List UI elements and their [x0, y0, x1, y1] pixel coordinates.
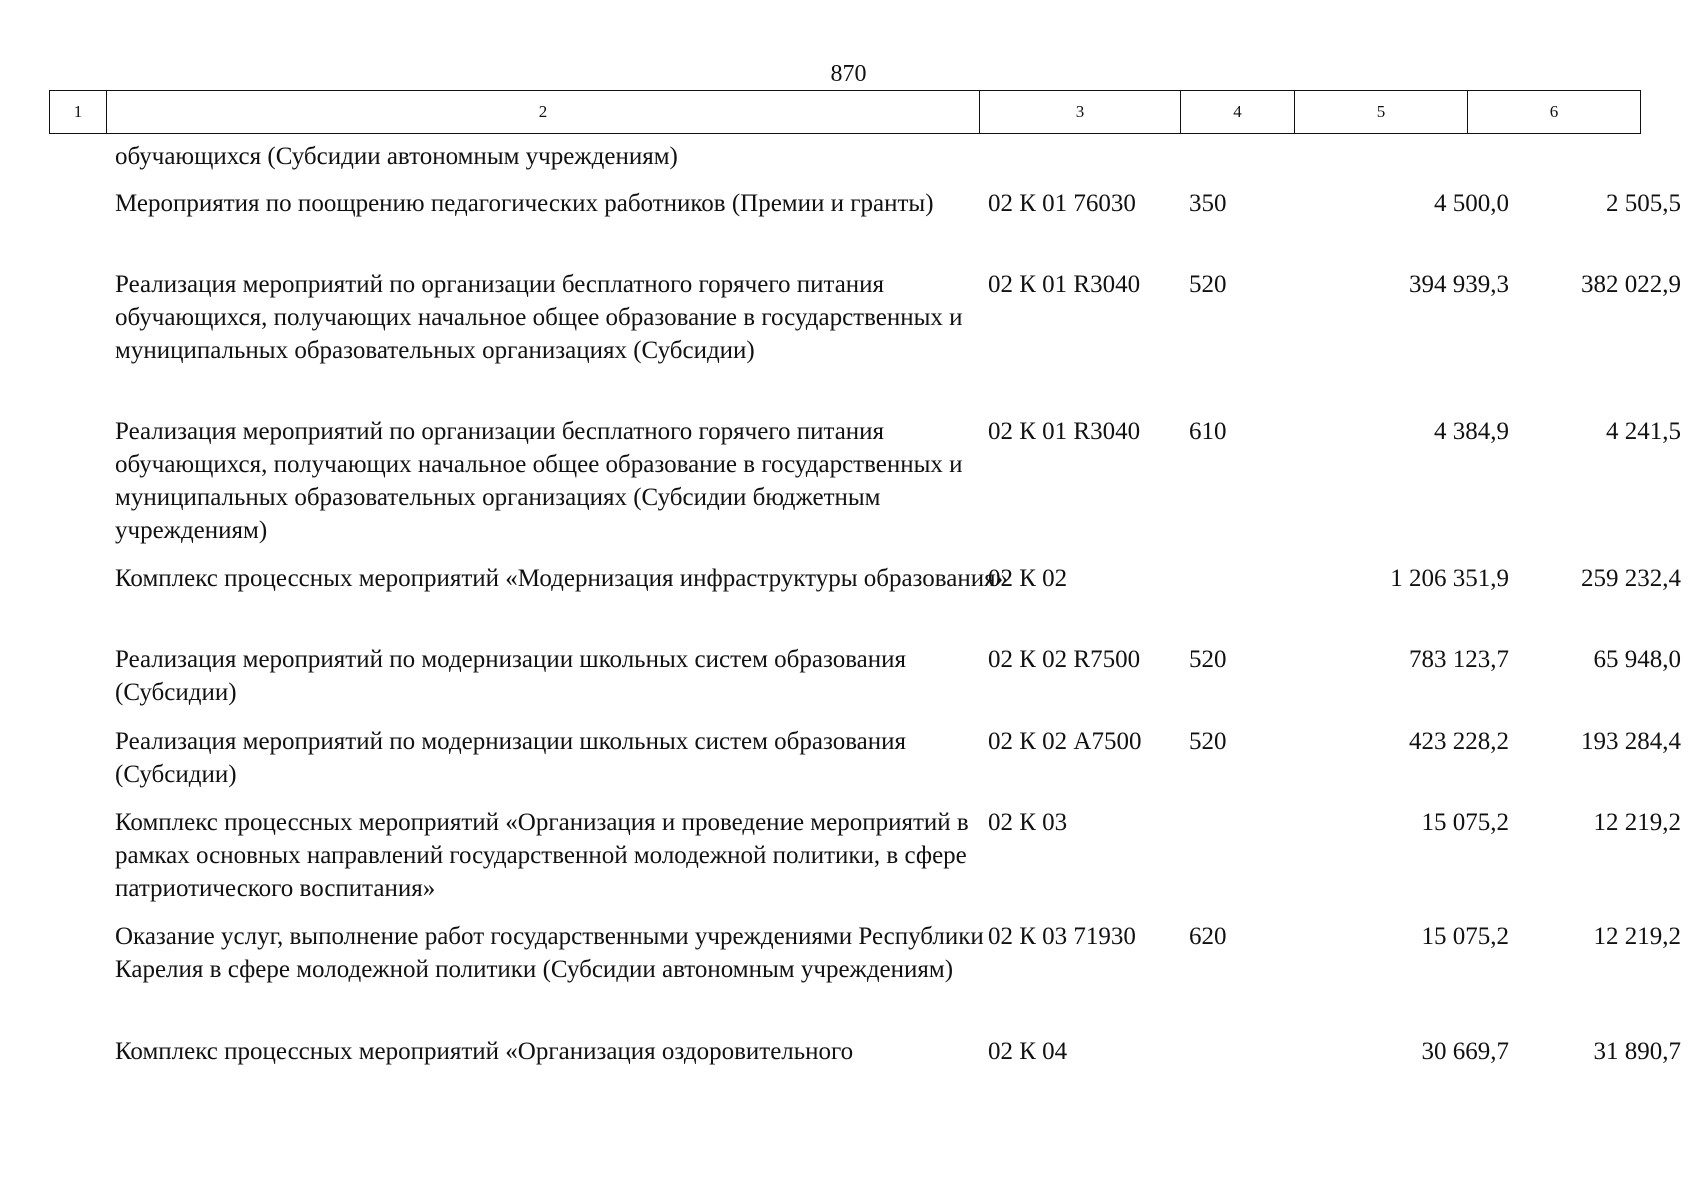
row-name: Комплекс процессных мероприятий «Организация оздоровительного — [115, 1038, 854, 1065]
column-header-table — [49, 90, 1641, 134]
row-name: Комплекс процессных мероприятий «Модернизация инфраструктуры образования» — [115, 565, 1009, 592]
row-target-code: 02 К 01 76030 — [988, 190, 1136, 217]
column-header-6: 6 — [1468, 91, 1641, 134]
row-target-code: 02 К 03 71930 — [988, 923, 1136, 950]
table-row — [49, 562, 1681, 643]
row-amount-col6: 12 219,2 — [1593, 809, 1681, 836]
row-amount-col5: 4 384,9 — [1434, 418, 1509, 445]
row-expense-type: 520 — [1189, 646, 1227, 673]
table-row — [49, 140, 1640, 187]
row-target-code: 02 К 02 — [988, 565, 1068, 592]
table-row — [49, 1035, 1681, 1075]
table-row — [49, 643, 1681, 725]
table-row — [49, 725, 1681, 806]
row-amount-col6: 259 232,4 — [1581, 565, 1681, 592]
row-amount-col6: 12 219,2 — [1593, 923, 1681, 950]
row-name: Комплекс процессных мероприятий «Организация и проведение мероприятий в рамках основных направлений государственной молодежной политики, в сфере патриотического воспитания» — [115, 809, 969, 902]
column-header-4: 4 — [1181, 91, 1295, 134]
column-header-3: 3 — [980, 91, 1181, 134]
row-name: Реализация мероприятий по модернизации школьных систем образования (Субсидии) — [115, 646, 907, 706]
budget-table-body — [49, 140, 1681, 1075]
column-header-1: 1 — [50, 91, 107, 134]
column-header-2: 2 — [107, 91, 980, 134]
row-target-code: 02 К 02 R7500 — [988, 646, 1141, 673]
row-amount-col5: 4 500,0 — [1434, 190, 1509, 217]
row-expense-type: 610 — [1189, 418, 1227, 445]
row-name: Реализация мероприятий по организации бесплатного горячего питания обучающихся, получающих начальное общее образование в государственных и муниципальных образовательных организациях (Субсидии) — [115, 271, 963, 364]
column-header-row — [50, 91, 1641, 134]
row-amount-col6: 2 505,5 — [1606, 190, 1681, 217]
row-amount-col5: 15 075,2 — [1421, 809, 1509, 836]
row-amount-col6: 65 948,0 — [1593, 646, 1681, 673]
table-row — [49, 920, 1681, 1035]
row-name: Оказание услуг, выполнение работ государственными учреждениями Республики Карелия в сфере молодежной политики (Субсидии автономным учреждениям) — [115, 923, 984, 983]
row-name: Мероприятия по поощрению педагогических работников (Премии и гранты) — [115, 190, 934, 217]
row-amount-col5: 15 075,2 — [1421, 923, 1509, 950]
row-amount-col5: 394 939,3 — [1409, 271, 1509, 298]
row-expense-type: 520 — [1189, 271, 1227, 298]
row-amount-col6: 31 890,7 — [1593, 1038, 1681, 1065]
table-row — [49, 268, 1681, 415]
row-name: Реализация мероприятий по модернизации школьных систем образования (Субсидии) — [115, 728, 907, 788]
row-amount-col5: 423 228,2 — [1409, 728, 1509, 755]
row-target-code: 02 К 02 А7500 — [988, 728, 1142, 755]
row-amount-col5: 1 206 351,9 — [1390, 565, 1509, 592]
row-expense-type: 350 — [1189, 190, 1227, 217]
row-expense-type: 620 — [1189, 923, 1227, 950]
row-amount-col6: 4 241,5 — [1606, 418, 1681, 445]
row-target-code: 02 К 01 R3040 — [988, 418, 1141, 445]
page-number: 870 — [830, 61, 867, 87]
row-amount-col5: 30 669,7 — [1421, 1038, 1509, 1065]
row-name: обучающихся (Субсидии автономным учреждениям) — [115, 143, 678, 170]
row-target-code: 02 К 03 — [988, 809, 1068, 836]
table-row — [49, 415, 1681, 562]
row-amount-col6: 193 284,4 — [1581, 728, 1681, 755]
table-row — [49, 806, 1681, 920]
table-row — [49, 187, 1681, 268]
row-expense-type: 520 — [1189, 728, 1227, 755]
column-header-5: 5 — [1295, 91, 1468, 134]
row-amount-col6: 382 022,9 — [1581, 271, 1681, 298]
row-target-code: 02 К 01 R3040 — [988, 271, 1141, 298]
row-amount-col5: 783 123,7 — [1409, 646, 1509, 673]
row-name: Реализация мероприятий по организации бесплатного горячего питания обучающихся, получающих начальное общее образование в государственных и муниципальных образовательных организациях (Субсидии бюджетным учреждениям) — [115, 418, 963, 544]
row-target-code: 02 К 04 — [988, 1038, 1068, 1065]
